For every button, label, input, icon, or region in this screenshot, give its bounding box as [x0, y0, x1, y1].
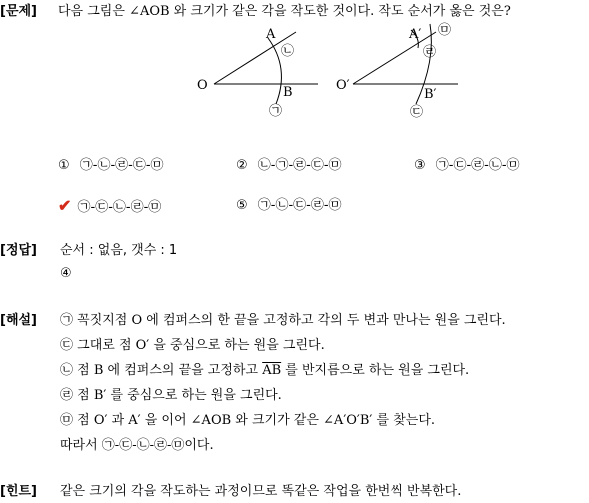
label-o-prime: O′ — [336, 78, 350, 93]
left-mark-b: ㉠ — [269, 104, 283, 119]
answer-line-2: ④ — [60, 266, 72, 281]
choice-number: ⑤ — [236, 198, 248, 213]
choice-number: ③ — [414, 158, 426, 173]
right-mark-a: ㉣ — [423, 45, 437, 60]
choice-4[interactable] — [58, 198, 161, 216]
choice-number: ① — [58, 158, 70, 173]
explanation-line-5: ㉤ 점 O′ 과 A′ 을 이어 ∠AOB 와 크기가 같은 ∠A′O′B′ 를 찾는다. — [60, 413, 436, 428]
right-mark-b: ㉢ — [410, 105, 424, 120]
choice-text: ㉡-㉠-㉣-㉢-㉤ — [257, 158, 342, 173]
segment-ab: $\overline{AB}$ — [262, 363, 282, 378]
construction-figure — [0, 20, 589, 150]
problem-tag: [문제] — [0, 4, 37, 19]
label-o: O — [197, 78, 208, 93]
label-b: B — [283, 85, 293, 100]
choice-text: ㉠-㉢-㉣-㉡-㉤ — [435, 158, 520, 173]
checkmark-icon: ✔ — [58, 196, 72, 215]
answer-line-1: 순서 : 없음, 갯수 : 1 — [60, 243, 178, 258]
label-a-prime: A′ — [409, 27, 422, 42]
problem-text: 다음 그림은 ∠AOB 와 크기가 같은 각을 작도한 것이다. 작도 순서가 옳은 것은? — [58, 4, 511, 19]
label-a: A — [266, 27, 276, 42]
hint-tag: [힌트] — [0, 484, 37, 499]
right-mark-top: ㉤ — [438, 23, 452, 38]
explanation-line-3 — [60, 363, 469, 379]
left-angle-figure — [197, 27, 318, 119]
explanation-tag: [해설] — [0, 313, 37, 328]
right-angle-figure — [336, 23, 458, 120]
choice-text: ㉠-㉡-㉣-㉢-㉤ — [79, 158, 164, 173]
choice-text: ㉠-㉡-㉢-㉣-㉤ — [257, 198, 342, 213]
left-mark-a: ㉡ — [281, 44, 295, 59]
label-b-prime: B′ — [424, 87, 437, 102]
choice-number: ② — [236, 158, 248, 173]
choice-3[interactable] — [414, 158, 520, 174]
choice-2[interactable] — [236, 158, 342, 174]
explanation-line-2: ㉢ 그대로 점 O′ 을 중심으로 하는 원을 그린다. — [60, 338, 325, 353]
explanation-line-6: 따라서 ㉠-㉢-㉡-㉣-㉤이다. — [60, 438, 214, 453]
explanation-line-4: ㉣ 점 B′ 를 중심으로 하는 원을 그린다. — [60, 388, 282, 403]
explanation-line-3-after: 를 반지름으로 하는 원을 그린다. — [281, 363, 470, 378]
choice-text: ㉠-㉢-㉡-㉣-㉤ — [77, 200, 162, 215]
explanation-line-1: ㉠ 꼭짓지점 O 에 컴퍼스의 한 끝을 고정하고 각의 두 변과 만나는 원을 그린다. — [60, 313, 506, 328]
hint-text: 같은 크기의 각을 작도하는 과정이므로 똑같은 작업을 한번씩 반복한다. — [60, 484, 462, 499]
choice-1[interactable] — [58, 158, 164, 174]
answer-tag: [정답] — [0, 243, 37, 258]
choice-5[interactable] — [236, 198, 342, 214]
explanation-line-3-before: ㉡ 점 B 에 컴퍼스의 끝을 고정하고 — [60, 363, 263, 378]
